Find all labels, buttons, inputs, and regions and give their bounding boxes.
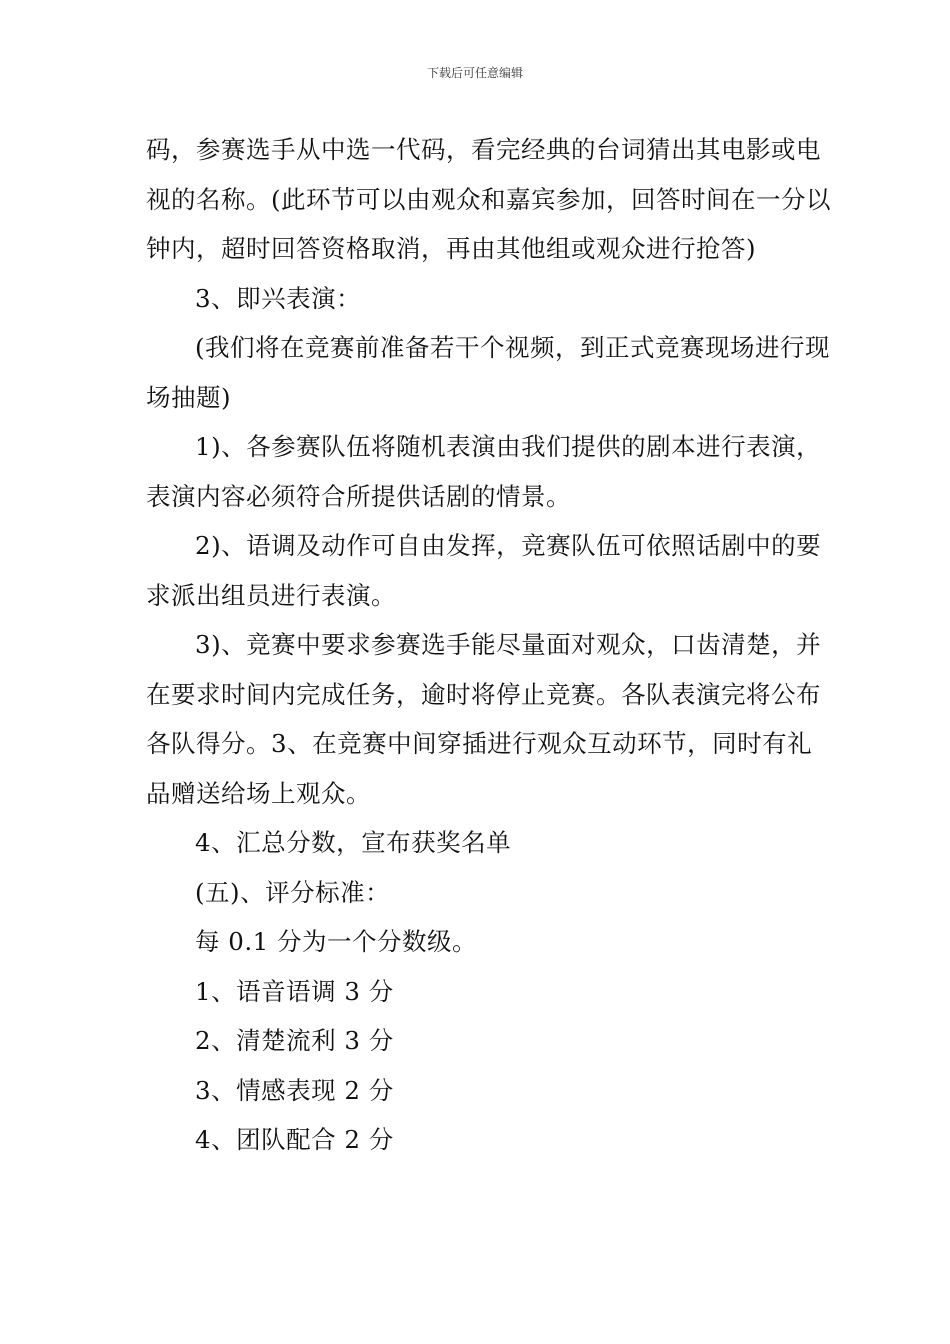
paragraph-improv-note: (我们将在竞赛前准备若干个视频，到正式竞赛现场进行现场抽题): [146, 333, 831, 412]
paragraph-scoring-heading: (五)、评分标准：: [195, 877, 391, 907]
score-item-emotion: 3、情感表现 2 分: [195, 1075, 394, 1105]
paragraph-score-unit: 每 0.1 分为一个分数级。: [195, 927, 478, 956]
paragraph-rule-1: 1)、各参赛队伍将随机表演由我们提供的剧本进行表演，表演内容必须符合所提供话剧的情景。: [146, 432, 822, 511]
paragraph-code-guess: 码，参赛选手从中选一代码，看完经典的台词猜出其电影或电视的名称。(此环节可以由观众和嘉宾参加，回答时间在一分以钟内，超时回答资格取消，再由其他组或观众进行抢答): [146, 135, 832, 263]
score-item-teamwork: 4、团队配合 2 分: [195, 1125, 394, 1154]
score-item-pronunciation: 1、语音语调 3 分: [195, 976, 394, 1006]
page-header: 下载后可任意编辑: [426, 66, 523, 80]
document-body: [146, 125, 836, 1165]
score-item-fluency: 2、清楚流利 3 分: [195, 1026, 394, 1055]
paragraph-rule-3: 3)、竞赛中要求参赛选手能尽量面对观众，口齿清楚，并在要求时间内完成任务，逾时将停止竞赛。各队表演完将公布各队得分。3、在竞赛中间穿插进行观众互动环节，同时有礼品赠送给场上观众。: [146, 630, 822, 808]
paragraph-summary: 4、汇总分数，宣布获奖名单: [195, 828, 512, 857]
paragraph-rule-2: 2)、语调及动作可自由发挥，竞赛队伍可依照话剧中的要求派出组员进行表演。: [146, 531, 822, 610]
paragraph-improv-heading: 3、即兴表演：: [195, 283, 362, 313]
